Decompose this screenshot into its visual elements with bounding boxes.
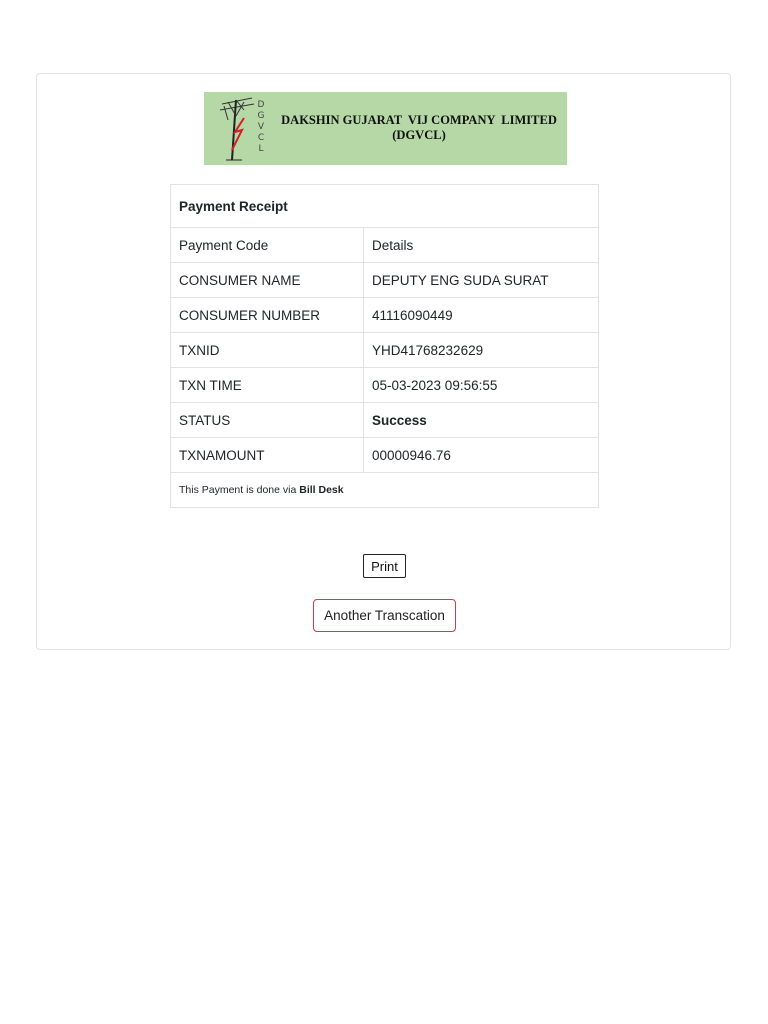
receipt-title: Payment Receipt [171,185,599,228]
payment-note-text: This Payment is done via [179,484,300,496]
company-banner [204,92,567,165]
row-label: TXNAMOUNT [171,438,364,473]
table-header-row [171,228,599,263]
company-name-line1: DAKSHIN GUJARAT VIJ COMPANY LIMITED [281,113,557,127]
row-value: 41116090449 [364,298,599,333]
logo-letter: V [257,122,265,132]
status-value: Success [364,403,599,438]
table-row [171,368,599,403]
row-value: DEPUTY ENG SUDA SURAT [364,263,599,298]
footer-row [171,473,599,508]
logo-letter: C [257,133,265,143]
row-label: CONSUMER NAME [171,263,364,298]
logo-letter: G [257,111,265,121]
row-label: TXNID [171,333,364,368]
table-row [171,333,599,368]
table-row [171,438,599,473]
row-value: YHD41768232629 [364,333,599,368]
company-name-line2: (DGVCL) [392,128,446,142]
logo-letter: L [258,144,264,154]
logo-letters [256,100,266,155]
table-row [171,263,599,298]
payment-provider: Bill Desk [299,484,344,496]
row-value: 00000946.76 [364,438,599,473]
row-label: STATUS [171,403,364,438]
row-value: 05-03-2023 09:56:55 [364,368,599,403]
logo-letter: D [257,100,265,110]
column-header-payment-code: Payment Code [171,228,364,263]
receipt-title-row [171,185,599,228]
table-row [171,403,599,438]
receipt-table [170,184,599,508]
print-button[interactable]: Print [363,554,406,578]
row-label: TXN TIME [171,368,364,403]
column-header-details: Details [364,228,599,263]
row-label: CONSUMER NUMBER [171,298,364,333]
table-row [171,298,599,333]
company-name [276,113,562,143]
another-transaction-button[interactable]: Another Transcation [313,599,456,632]
payment-note [171,473,599,508]
